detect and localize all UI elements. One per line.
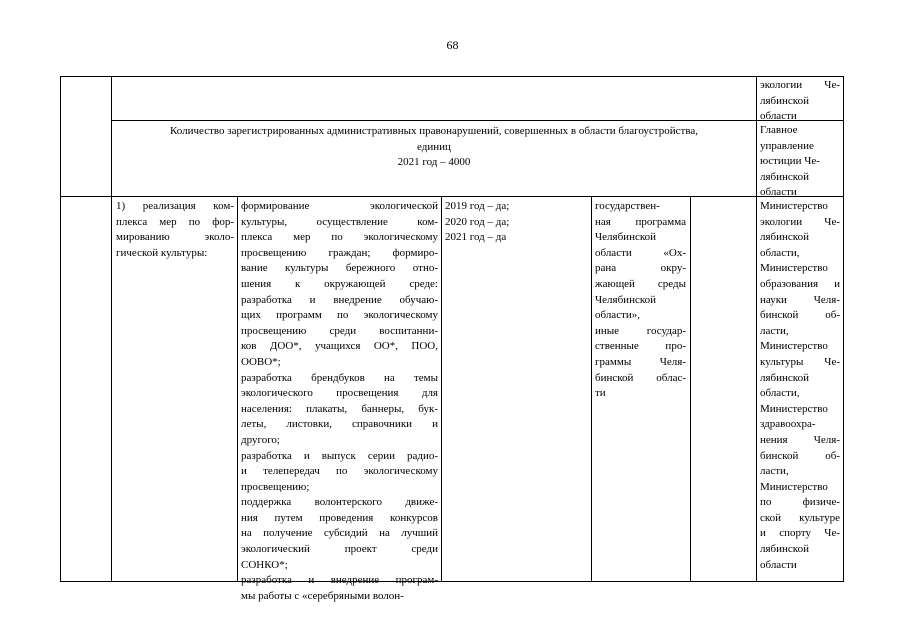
- cell-line: области: [760, 110, 797, 123]
- cell-line: области»,: [595, 309, 641, 322]
- cell-line: леты, листовки, справочники и: [241, 418, 438, 431]
- cell-line: бинской об-: [760, 449, 840, 462]
- cell-line: гической культуры:: [116, 246, 208, 259]
- cell-line: шения к окружающей среде:: [241, 277, 438, 290]
- cell-line: области: [760, 186, 797, 199]
- cell-line: науки Челя-: [760, 293, 840, 306]
- cell-line: экологии Че-: [760, 79, 840, 91]
- table-rule: [111, 120, 843, 121]
- cell-line: поддержка волонтерского движе-: [241, 496, 438, 509]
- cell-line: формирование экологической: [241, 200, 438, 212]
- cell-line: культуры Че-: [760, 355, 840, 368]
- cell-line: 2021 год – 4000: [397, 156, 471, 169]
- table-rule: [61, 196, 843, 197]
- cell-line: разработка и внедрение обучаю-: [241, 293, 438, 306]
- document-table: [60, 76, 844, 602]
- cell-line: вание культуры бережного отно-: [241, 262, 438, 275]
- program-cell: [595, 199, 686, 402]
- table-rule: [111, 77, 112, 581]
- table-rule: [690, 196, 691, 581]
- cell-line: и спорту Че-: [760, 527, 840, 540]
- cell-line: бинской об-: [760, 309, 840, 322]
- cell-line: жающей среды: [595, 277, 686, 290]
- cell-line: на получение субсидий на лучший: [241, 527, 438, 540]
- cell-line: ти: [595, 387, 606, 400]
- cell-line: области: [760, 558, 797, 571]
- task-cell: [116, 199, 234, 261]
- cell-line: лябинской: [760, 94, 809, 107]
- cell-line: по физиче-: [760, 496, 840, 509]
- cell-line: мы работы с «серебряными волон-: [241, 589, 404, 602]
- cell-line: экологии Че-: [760, 215, 840, 228]
- cell-line: Министерство: [760, 402, 828, 415]
- cell-line: Количество зарегистрированных административных правонарушений, совершенных в области благоустройства,: [169, 125, 698, 137]
- cell-line: единиц: [417, 140, 451, 153]
- cell-line: образования и: [760, 277, 840, 290]
- cell-line: экологический проект среди: [241, 543, 438, 556]
- cell-line: просвещению;: [241, 480, 310, 493]
- cell-line: Главное: [760, 124, 798, 136]
- cell-line: другого;: [241, 433, 280, 446]
- cell-line: лябинской: [760, 231, 809, 244]
- cell-line: лябинской: [760, 371, 809, 384]
- indicator-responsible-cell: [760, 123, 840, 201]
- table-rule: [591, 196, 592, 581]
- cell-line: СОНКО*;: [241, 558, 288, 571]
- responsible-cell: [760, 199, 840, 573]
- cell-line: управление: [760, 139, 814, 152]
- cell-line: иные государ-: [595, 324, 686, 337]
- cell-line: просвещению граждан; формиро-: [241, 246, 438, 259]
- cell-line: Министерство: [760, 340, 828, 353]
- years-cell: [445, 199, 585, 246]
- cell-line: ная программа: [595, 215, 686, 228]
- cell-line: щих программ по экологическому: [241, 309, 438, 322]
- cell-line: граммы Челя-: [595, 355, 686, 368]
- cell-line: ния путем проведения конкурсов: [241, 511, 438, 524]
- cell-line: области «Ох-: [595, 246, 686, 259]
- cell-line: мированию эколо-: [116, 231, 234, 244]
- continued-responsible-cell: [760, 78, 840, 125]
- cell-line: разработка и внедрение програм-: [241, 574, 438, 587]
- cell-line: экологического просвещения для: [241, 387, 438, 400]
- cell-line: разработка и выпуск серии радио-: [241, 449, 438, 462]
- cell-line: разработка брендбуков на темы: [241, 371, 438, 384]
- cell-line: бинской облас-: [595, 371, 686, 384]
- cell-line: лябинской: [760, 170, 809, 183]
- indicator-cell: [113, 124, 755, 171]
- cell-line: ласти,: [760, 324, 789, 337]
- cell-line: юстиции Че-: [760, 155, 820, 168]
- cell-line: области,: [760, 387, 800, 400]
- cell-line: здравоохра-: [760, 418, 816, 431]
- table-rule: [756, 77, 757, 581]
- cell-line: Министерство: [760, 200, 828, 212]
- cell-line: лябинской: [760, 543, 809, 556]
- cell-line: Министерство: [760, 262, 828, 275]
- cell-line: просвещению среди воспитанни-: [241, 324, 438, 337]
- table-rule: [237, 196, 238, 581]
- cell-line: плекса мер по фор-: [116, 215, 234, 228]
- cell-line: 2021 год – да: [445, 231, 507, 244]
- cell-line: области,: [760, 246, 800, 259]
- cell-line: плекса мер по экологическому: [241, 231, 438, 244]
- cell-line: нения Челя-: [760, 433, 840, 446]
- cell-line: ской культуре: [760, 511, 840, 524]
- cell-line: Челябинской: [595, 231, 657, 244]
- cell-line: рана окру-: [595, 262, 686, 275]
- cell-line: населения: плакаты, баннеры, бук-: [241, 402, 438, 415]
- cell-line: 2020 год – да;: [445, 215, 510, 228]
- cell-line: культуры, осуществление ком-: [241, 215, 438, 228]
- table-rule: [441, 196, 442, 581]
- cell-line: ков ДОО*, учащихся ОО*, ПОО,: [241, 340, 438, 353]
- measures-cell: [241, 199, 438, 604]
- cell-line: государствен-: [595, 200, 660, 212]
- cell-line: ООВО*;: [241, 355, 281, 368]
- cell-line: ственные про-: [595, 340, 686, 353]
- cell-line: 1) реализация ком-: [116, 200, 234, 212]
- cell-line: и телепередач по экологическому: [241, 465, 438, 478]
- page-number: 68: [446, 38, 459, 52]
- cell-line: Челябинской: [595, 293, 657, 306]
- cell-line: ласти,: [760, 465, 789, 478]
- cell-line: 2019 год – да;: [445, 200, 510, 212]
- cell-line: Министерство: [760, 480, 828, 493]
